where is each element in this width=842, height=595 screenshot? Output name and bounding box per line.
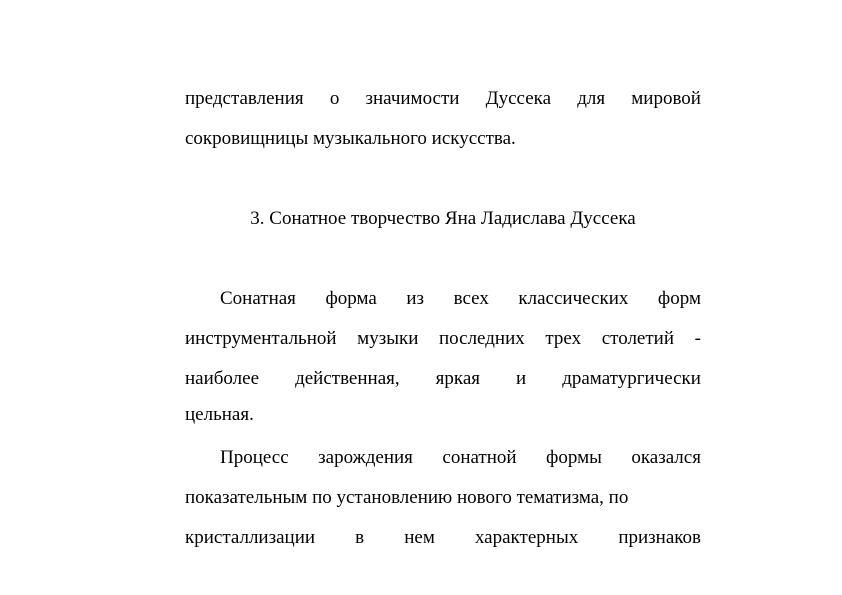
word: форма: [325, 288, 377, 309]
word: в: [355, 527, 365, 548]
word: характерных: [474, 527, 579, 548]
word: классических: [518, 288, 629, 309]
word: формы: [546, 447, 602, 468]
section-title: 3. Сонатное творчество Яна Ладислава Дуссека: [250, 208, 636, 229]
word: мировой: [631, 88, 701, 109]
word: признаков: [618, 527, 701, 548]
word: всех: [453, 288, 489, 309]
word: драматургически: [562, 368, 701, 389]
word: для: [577, 88, 606, 109]
paragraph-2-line-3: [185, 528, 701, 548]
paragraph-1-line-4: цельная.: [185, 404, 254, 425]
word: нем: [404, 527, 435, 548]
word: из: [406, 288, 425, 309]
paragraph-2-line-1: [220, 448, 701, 468]
word: действенная,: [295, 368, 400, 389]
word: яркая: [435, 368, 480, 389]
paragraph-1-line-1: [220, 289, 701, 309]
word: Процесс: [220, 447, 289, 468]
word: форм: [657, 288, 701, 309]
paragraph-1-line-3: [185, 369, 701, 389]
word: столетий: [601, 328, 675, 349]
word: музыки: [357, 328, 419, 349]
paragraph-1-line-2: [185, 329, 701, 349]
word: о: [329, 88, 340, 109]
word: сонатной: [442, 447, 517, 468]
word: и: [516, 368, 527, 389]
paragraph-2-line-2: показательным по установлению нового тематизма, по: [185, 487, 629, 508]
continuation-line-2: сокровищницы музыкального искусства.: [185, 128, 516, 149]
word: трех: [545, 328, 582, 349]
word: представления: [185, 88, 304, 109]
word: значимости: [365, 88, 460, 109]
word: инструментальной: [185, 328, 337, 349]
word: зарождения: [318, 447, 413, 468]
word: Сонатная: [220, 288, 296, 309]
word: последних: [439, 328, 525, 349]
word: кристаллизации: [185, 527, 316, 548]
continuation-line-1: [185, 89, 701, 109]
word: -: [694, 328, 701, 349]
word: оказался: [631, 447, 701, 468]
word: наиболее: [185, 368, 260, 389]
word: Дуссека: [485, 88, 552, 109]
